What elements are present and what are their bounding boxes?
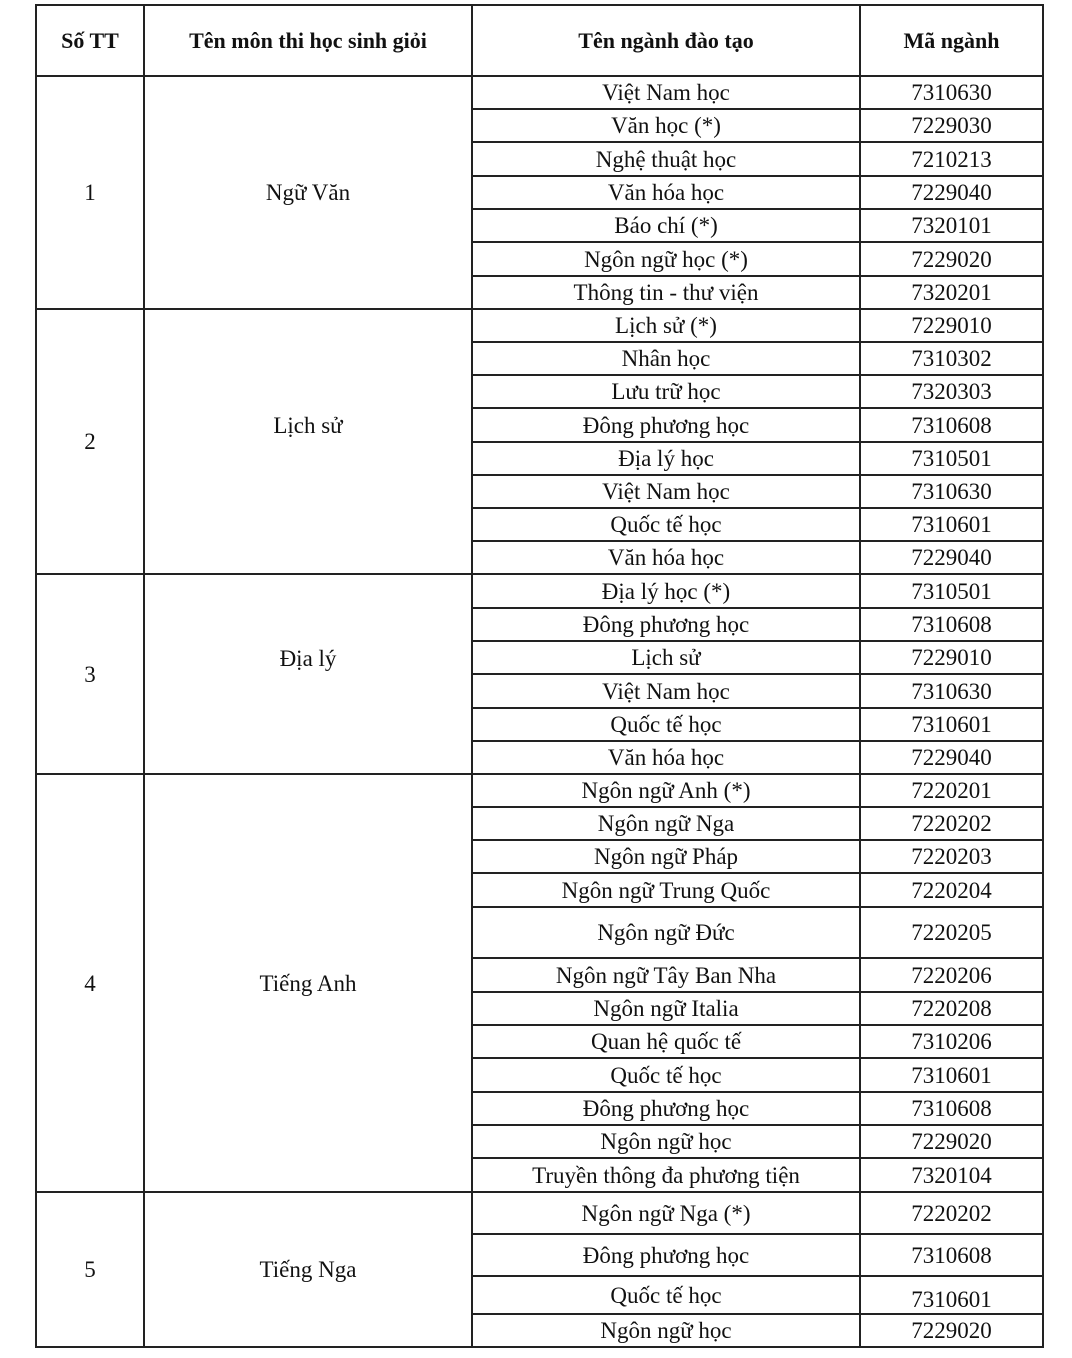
subject-cell <box>144 76 472 309</box>
major-cell: Ngôn ngữ Pháp <box>472 840 860 873</box>
major-cell: Ngôn ngữ Đức <box>472 907 860 958</box>
subject-cell <box>144 1192 472 1347</box>
major-cell: Ngôn ngữ Italia <box>472 992 860 1025</box>
major-cell: Đông phương học <box>472 608 860 641</box>
code-cell: 7229040 <box>860 741 1043 774</box>
code-cell: 7220202 <box>860 807 1043 840</box>
code-cell: 7310608 <box>860 608 1043 641</box>
code-cell: 7310601 <box>860 708 1043 741</box>
code-cell: 7220201 <box>860 774 1043 807</box>
admission-table <box>35 4 1044 1348</box>
major-cell: Quốc tế học <box>472 508 860 541</box>
major-cell: Việt Nam học <box>472 475 860 508</box>
code-cell: 7310501 <box>860 574 1043 608</box>
major-cell: Nhân học <box>472 342 860 375</box>
header-subject: Tên môn thi học sinh giỏi <box>144 5 472 76</box>
code-cell: 7229010 <box>860 641 1043 674</box>
code-cell: 7320303 <box>860 375 1043 408</box>
stt-cell: 2 <box>36 309 144 574</box>
major-cell: Địa lý học <box>472 442 860 475</box>
code-cell: 7229030 <box>860 109 1043 142</box>
code-cell: 7320101 <box>860 209 1043 242</box>
subject-label: Địa lý <box>279 645 337 671</box>
code-cell: 7310630 <box>860 475 1043 508</box>
code-cell: 7220202 <box>860 1192 1043 1234</box>
major-cell: Văn hóa học <box>472 176 860 209</box>
document-page <box>35 4 1044 1348</box>
major-cell: Ngôn ngữ học <box>472 1314 860 1347</box>
subject-label: Tiếng Anh <box>259 970 357 996</box>
subject-label: Ngữ Văn <box>265 180 351 205</box>
major-cell: Ngôn ngữ học (*) <box>472 242 860 276</box>
code-cell: 7229040 <box>860 541 1043 574</box>
subject-label: Tiếng Nga <box>259 1257 357 1282</box>
major-cell: Quốc tế học <box>472 1276 860 1314</box>
code-cell: 7220203 <box>860 840 1043 873</box>
code-cell: 7220208 <box>860 992 1043 1025</box>
major-cell: Báo chí (*) <box>472 209 860 242</box>
table-row <box>36 309 1043 342</box>
code-cell: 7320201 <box>860 276 1043 309</box>
table-body <box>36 76 1043 1347</box>
major-cell: Truyền thông đa phương tiện <box>472 1158 860 1192</box>
subject-cell <box>144 774 472 1192</box>
major-cell: Ngôn ngữ học <box>472 1125 860 1158</box>
major-cell: Ngôn ngữ Nga <box>472 807 860 840</box>
major-cell: Quan hệ quốc tế <box>472 1025 860 1058</box>
table-row <box>36 1192 1043 1234</box>
code-cell: 7310608 <box>860 1234 1043 1276</box>
header-major: Tên ngành đào tạo <box>472 5 860 76</box>
major-cell: Văn hóa học <box>472 741 860 774</box>
header-row <box>36 5 1043 76</box>
code-cell: 7310608 <box>860 1092 1043 1125</box>
major-cell: Việt Nam học <box>472 674 860 708</box>
major-cell: Lưu trữ học <box>472 375 860 408</box>
table-row <box>36 76 1043 109</box>
subject-label: Lịch sử <box>273 413 343 438</box>
major-cell: Địa lý học (*) <box>472 574 860 608</box>
code-cell: 7229040 <box>860 176 1043 209</box>
major-cell: Văn hóa học <box>472 541 860 574</box>
subject-cell <box>144 309 472 574</box>
major-cell: Ngôn ngữ Anh (*) <box>472 774 860 807</box>
code-cell: 7310608 <box>860 408 1043 442</box>
table-row <box>36 774 1043 807</box>
code-cell: 7210213 <box>860 142 1043 176</box>
code-cell: 7320104 <box>860 1158 1043 1192</box>
stt-cell: 5 <box>36 1192 144 1347</box>
code-cell: 7220205 <box>860 907 1043 958</box>
code-cell: 7229020 <box>860 242 1043 276</box>
code-cell: 7310206 <box>860 1025 1043 1058</box>
major-cell: Đông phương học <box>472 408 860 442</box>
major-cell: Lịch sử <box>472 641 860 674</box>
stt-cell: 3 <box>36 574 144 774</box>
code-cell: 7229020 <box>860 1125 1043 1158</box>
table-row <box>36 574 1043 608</box>
major-cell: Ngôn ngữ Tây Ban Nha <box>472 958 860 992</box>
code-cell: 7310630 <box>860 674 1043 708</box>
code-cell: 7229020 <box>860 1314 1043 1347</box>
stt-cell: 4 <box>36 774 144 1192</box>
code-cell: 7310501 <box>860 442 1043 475</box>
major-cell: Quốc tế học <box>472 1058 860 1092</box>
major-cell: Văn học (*) <box>472 109 860 142</box>
code-cell: 7310630 <box>860 76 1043 109</box>
major-cell: Đông phương học <box>472 1092 860 1125</box>
code-cell: 7229010 <box>860 309 1043 342</box>
code-cell: 7310601 <box>860 1058 1043 1092</box>
code-cell: 7310601 <box>860 508 1043 541</box>
major-cell: Thông tin - thư viện <box>472 276 860 309</box>
stt-cell: 1 <box>36 76 144 309</box>
code-cell: 7310601 <box>860 1276 1043 1314</box>
code-cell: 7220206 <box>860 958 1043 992</box>
subject-cell <box>144 574 472 774</box>
major-cell: Nghệ thuật học <box>472 142 860 176</box>
major-cell: Ngôn ngữ Nga (*) <box>472 1192 860 1234</box>
major-cell: Ngôn ngữ Trung Quốc <box>472 873 860 907</box>
header-stt: Số TT <box>36 5 144 76</box>
major-cell: Quốc tế học <box>472 708 860 741</box>
major-cell: Lịch sử (*) <box>472 309 860 342</box>
code-cell: 7310302 <box>860 342 1043 375</box>
major-cell: Việt Nam học <box>472 76 860 109</box>
header-code: Mã ngành <box>860 5 1043 76</box>
major-cell: Đông phương học <box>472 1234 860 1276</box>
code-cell: 7220204 <box>860 873 1043 907</box>
